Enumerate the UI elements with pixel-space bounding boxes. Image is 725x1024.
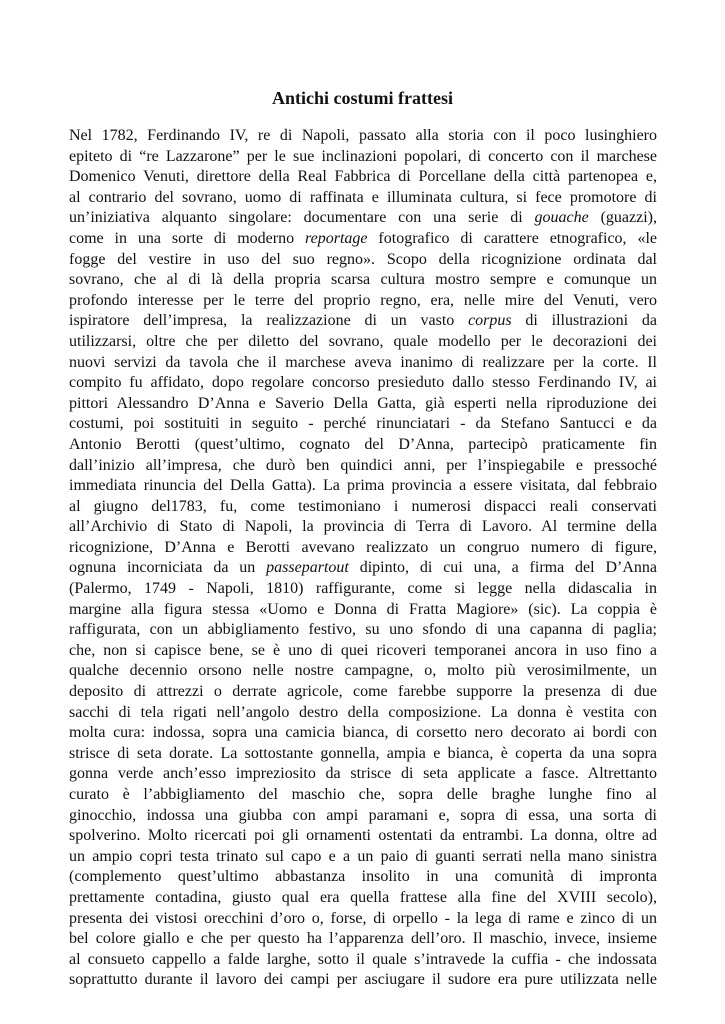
text-line — [69, 950, 657, 971]
text-line — [69, 744, 657, 765]
text-run: molta cura: indossa, sopra una camicia bianca, di corsetto nero decorato ai bordi con — [69, 724, 657, 742]
italic-term: gouache — [534, 209, 589, 227]
text-run: al consueto cappello a falde larghe, sotto il quale s’intravede la cuffia - che indossata — [69, 950, 657, 968]
text-run: come in una sorte di moderno — [69, 229, 306, 247]
text-run: qualche decennio orsono nelle nostre campagne, o, molto più verosimilmente, un — [69, 662, 657, 680]
text-line — [69, 929, 657, 950]
text-line — [69, 558, 657, 579]
body-paragraph — [69, 126, 657, 991]
text-line — [69, 888, 657, 909]
text-line — [69, 311, 657, 332]
text-line — [69, 497, 657, 518]
text-line — [69, 764, 657, 785]
italic-term: passepartout — [266, 559, 349, 577]
text-line — [69, 806, 657, 827]
text-line — [69, 682, 657, 703]
text-run: profondo interesse per le terre del proprio regno, era, nelle mire del Venuti, vero — [69, 291, 657, 309]
text-run: deposito di attrezzi o derrate agricole, come farebbe supporre la presenza di due — [69, 683, 657, 701]
text-run: ispiratore dell’impresa, la realizzazione di un vasto — [69, 312, 469, 330]
text-line — [69, 703, 657, 724]
text-line — [69, 620, 657, 641]
text-line — [69, 723, 657, 744]
text-line — [69, 538, 657, 559]
text-run: prettamente contadina, giusto qual era quella frattese alla fine del XVIII secolo), — [69, 888, 657, 906]
text-line — [69, 147, 657, 168]
text-line — [69, 291, 657, 312]
text-line — [69, 785, 657, 806]
italic-term: corpus — [468, 312, 512, 330]
text-run: fogge del vestire in uso del suo regno». Scopo della ricognizione ordinata dal — [69, 250, 657, 268]
text-line — [69, 456, 657, 477]
text-run: all’Archivio di Stato di Napoli, la provincia di Terra di Lavoro. Al termine della — [69, 518, 657, 536]
text-run: dall’inizio all’impresa, che durò ben quindici anni, per l’inspiegabile e pressoché — [69, 456, 657, 474]
text-run: ginocchio, indossa una giubba con ampi paramani e, sopra di essa, una sorta di — [69, 806, 657, 824]
text-line — [69, 476, 657, 497]
text-line — [69, 414, 657, 435]
text-line — [69, 600, 657, 621]
text-run: che, non si capisce bene, se è uno di quei ricoveri temporanei ancora in uso fino a — [69, 641, 657, 659]
text-line — [69, 353, 657, 374]
text-run: fotografico di carattere etnografico, «le — [367, 229, 657, 247]
text-run: soprattutto durante il lavoro dei campi per asciugare il sudore era pure utilizzata nelle — [69, 971, 657, 989]
text-run: ognuna incorniciata da un — [69, 559, 267, 577]
text-run: presenta dei vistosi orecchini d’oro o, forse, di orpello - la lega di rame e zinco di un — [69, 909, 657, 927]
italic-term: reportage — [305, 229, 368, 247]
text-run: strisce di seta dorate. La sottostante gonnella, ampia e bianca, è coperta da una sopra — [69, 744, 657, 762]
text-run: ricognizione, D’Anna e Berotti avevano realizzato un congruo numero di figure, — [69, 538, 657, 556]
text-run: di illustrazioni da — [511, 312, 657, 330]
text-run: sacchi di tela rigati nell’angolo destro della composizione. La donna è vestita con — [69, 703, 657, 721]
text-line — [69, 970, 657, 991]
text-line — [69, 208, 657, 229]
text-line — [69, 867, 657, 888]
text-run: sovrano, che al di là della propria scarsa cultura mostro sempre e comunque un — [69, 271, 657, 289]
text-line — [69, 270, 657, 291]
text-line — [69, 394, 657, 415]
text-line — [69, 373, 657, 394]
text-run: dipinto, di cui una, a firma del D’Anna — [348, 559, 658, 577]
text-line — [69, 909, 657, 930]
text-run: Nel 1782, Ferdinando IV, re di Napoli, passato alla storia con il poco lusinghiero — [69, 127, 657, 144]
text-run: spolverino. Molto ricercati poi gli ornamenti ostentati da entrambi. La donna, oltre ad — [69, 827, 657, 845]
text-run: compito fu affidato, dopo regolare concorso presieduto dallo stesso Ferdinando IV, ai — [69, 374, 657, 392]
text-run: epiteto di “re Lazzarone” per le sue inclinazioni popolari, di concerto con il marchese — [69, 147, 657, 165]
text-line — [69, 126, 657, 147]
text-run: gonna verde anch’esso impreziosito da strisce di seta applicate a fasce. Altrettanto — [69, 765, 657, 783]
text-line — [69, 661, 657, 682]
text-line — [69, 517, 657, 538]
text-line — [69, 332, 657, 353]
text-line — [69, 250, 657, 271]
text-line — [69, 579, 657, 600]
text-run: (Palermo, 1749 - Napoli, 1810) raffigurante, come si legge nella didascalia in — [69, 580, 657, 598]
text-line — [69, 826, 657, 847]
text-run: nuovi servizi da tavola che il marchese aveva inanimo di realizzare per la corte. Il — [69, 353, 657, 371]
text-line — [69, 229, 657, 250]
text-run: al contrario del sovrano, uomo di raffinata e illuminata cultura, si fece promotore di — [69, 188, 657, 206]
text-run: (guazzi), — [588, 209, 657, 227]
text-run: costumi, poi sostituiti in seguito - perché rinunciatari - da Stefano Santucci e da — [69, 415, 657, 433]
text-run: un ampio copri testa trinato sul capo e a un paio di guanti serrati nella mano sinistra — [69, 847, 657, 865]
text-run: (complemento quest’ultimo abbastanza insolito in una comunità di impronta — [69, 868, 657, 886]
text-run: utilizzarsi, oltre che per diletto del sovrano, quale modello per le decorazioni dei — [69, 332, 657, 350]
text-run: margine alla figura stessa «Uomo e Donna di Fratta Magiore» (sic). La coppia è — [69, 600, 657, 618]
text-run: pittori Alessandro D’Anna e Saverio Della Gatta, già esperti nella riproduzione dei — [69, 394, 657, 412]
text-line — [69, 188, 657, 209]
text-line — [69, 167, 657, 188]
text-run: Antonio Berotti (quest’ultimo, cognato del D’Anna, partecipò praticamente fin — [69, 435, 657, 453]
text-run: immediata rinuncia del Della Gatta). La prima provincia a essere visitata, dal febbraio — [69, 477, 657, 495]
document-title: Antichi costumi frattesi — [272, 88, 453, 108]
text-line — [69, 641, 657, 662]
text-run: curato è l’abbigliamento del maschio che, sopra delle braghe lunghe fino al — [69, 786, 657, 803]
text-run: al giugno del1783, fu, come testimoniano i numerosi dispacci reali conservati — [69, 497, 657, 515]
text-line — [69, 435, 657, 456]
text-run: raffigurata, con un abbigliamento festivo, su uno sfondo di una capanna di paglia; — [69, 621, 657, 639]
text-run: un’iniziativa alquanto singolare: documentare con una serie di — [69, 209, 535, 227]
text-run: Domenico Venuti, direttore della Real Fabbrica di Porcellane della città partenopea e, — [69, 168, 657, 186]
text-line — [69, 847, 657, 868]
text-run: bel colore giallo e che per questo ha l’apparenza dell’oro. Il maschio, invece, insieme — [69, 930, 657, 948]
